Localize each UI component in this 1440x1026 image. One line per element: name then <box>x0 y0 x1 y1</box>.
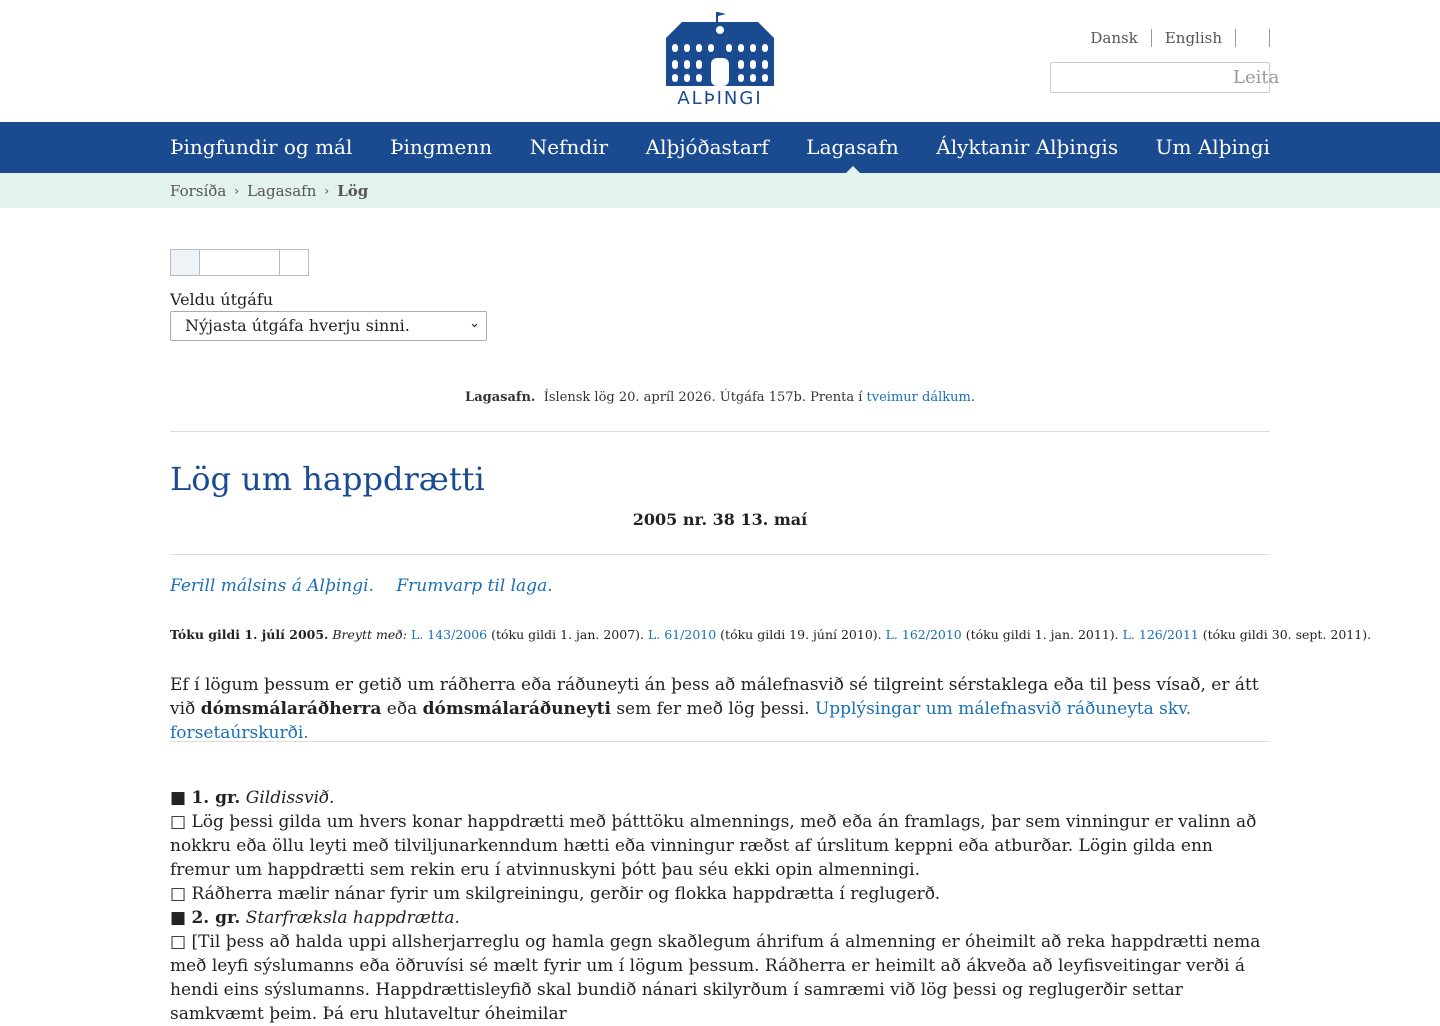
article-paragraph <box>170 882 1270 906</box>
search-placeholder: Leita <box>1233 67 1280 88</box>
notice-text: Ef í lögum þessum er getið um ráðherra eða ráðuneyti án þess að málefnasvið sé tilgreint sérstaklega eða til þess vísað, er átt við <box>170 675 1259 719</box>
notice-bold: dómsmálaráðuneyti <box>422 699 611 719</box>
article-heading <box>170 786 1270 810</box>
law-links <box>170 576 570 596</box>
chevron-right-icon: › <box>324 183 330 198</box>
nav-item-lagasafn[interactable]: Lagasafn <box>806 134 899 159</box>
lang-english-link[interactable]: English <box>1152 29 1236 47</box>
svg-text:ALÞINGI: ALÞINGI <box>677 88 763 109</box>
breadcrumb-home-link[interactable]: Forsíða <box>170 181 227 200</box>
amend-intro: Tóku gildi 1. júlí 2005. <box>170 627 329 642</box>
main-nav <box>0 122 1440 173</box>
paragraph-marker: □ <box>170 932 187 952</box>
amend-note: (tóku gildi 1. jan. 2007). <box>491 627 645 642</box>
article-marker: ■ <box>170 908 187 928</box>
breadcrumb-lagasafn-link[interactable]: Lagasafn <box>247 181 317 200</box>
edition-prefix: Lagasafn. <box>465 390 536 405</box>
amend-note: (tóku gildi 30. sept. 2011). <box>1202 627 1372 642</box>
article-paragraph <box>170 810 1270 882</box>
version-label: Veldu útgáfu <box>170 290 274 309</box>
version-select[interactable] <box>170 311 487 341</box>
view-toggle-2[interactable] <box>200 250 280 275</box>
print-two-columns-link[interactable]: tveimur dálkum <box>866 390 971 405</box>
breadcrumb-current: Lög <box>337 181 369 200</box>
law-body <box>170 786 1270 1026</box>
lang-danish-link[interactable]: Dansk <box>1090 29 1151 47</box>
chevron-down-icon: ⌄ <box>469 316 480 331</box>
amend-link[interactable]: L. 162/2010 <box>885 627 962 642</box>
amend-link[interactable]: L. 126/2011 <box>1122 627 1199 642</box>
paragraph-text: Ráðherra mælir nánar fyrir um skilgreiningu, gerðir og flokka happdrætta í reglugerð. <box>191 884 941 904</box>
site-header <box>0 0 1440 122</box>
language-links <box>1090 29 1270 47</box>
ministry-info-link[interactable]: Upplýsingar um málefnasvið ráðuneyta skv. forsetaúrskurði. <box>170 699 1192 743</box>
edition-text: Íslensk lög 20. apríl 2026. Útgáfa 157b. Prenta í <box>543 390 863 405</box>
breadcrumb <box>0 173 1440 208</box>
article-number: 1. gr. <box>191 788 241 808</box>
notice-text: eða <box>386 699 418 719</box>
article-heading <box>170 906 1270 930</box>
notice-text: sem fer með lög þessi. <box>616 699 810 719</box>
page-title: Lög um happdrætti <box>170 460 485 498</box>
notice-bold: dómsmálaráðherra <box>200 699 382 719</box>
nav-item-um-althingi[interactable]: Um Alþingi <box>1155 134 1270 159</box>
paragraph-marker: □ <box>170 884 187 904</box>
amend-link[interactable]: L. 61/2010 <box>648 627 717 642</box>
edition-info <box>170 390 1270 405</box>
lang-spacer <box>1236 29 1270 47</box>
search-input[interactable] <box>1050 62 1280 93</box>
view-toggle-1[interactable] <box>171 250 200 275</box>
paragraph-text: Lög þessi gilda um hvers konar happdrætti með þátttöku almennings, með eða án framlags, þar sem vinningur er valinn að nokkru eða öllu leyti með tilviljunarkenndum hætti eða vinningur ræðst af úrslitum keppni eða atburðar. Lögin gilda enn fremur um happdrætti sem rekin eru í atvinnuskyni þótt þau séu ekki opin almenningi. <box>170 812 1257 880</box>
paragraph-marker: □ <box>170 812 187 832</box>
nav-item-thingfundir[interactable]: Þingfundir og mál <box>170 134 353 159</box>
amendments <box>170 627 1371 642</box>
paragraph-text: [Til þess að halda uppi allsherjarreglu og hamla gegn skaðlegum áhrifum á almenning er óheimilt að reka happdrætti nema með leyfi sýslumanns eða öðruvísi sé mælt fyrir um í lögum þessum. Ráðherra er heimilt að ákveða að leyfisveitingar verði á hendi eins sýslumanns. Happdrættisleyfið skal bundið nánari skilyrðum í samræmi við lög þessi og reglugerðir settar samkvæmt þeim. Þá eru hlutaveltur óheimilar <box>170 932 1261 1024</box>
ministry-notice <box>170 673 1270 745</box>
article-number: 2. gr. <box>191 908 241 928</box>
view-toggle-3[interactable] <box>280 250 308 275</box>
chevron-right-icon: › <box>234 183 240 198</box>
amend-note: (tóku gildi 1. jan. 2011). <box>965 627 1119 642</box>
version-select-value: Nýjasta útgáfa hverju sinni. <box>185 316 410 335</box>
view-toggle-group <box>170 249 309 276</box>
edition-suffix: . <box>970 390 975 405</box>
nav-item-thingmenn[interactable]: Þingmenn <box>389 134 493 159</box>
divider <box>170 431 1270 432</box>
nav-item-nefndir[interactable]: Nefndir <box>529 134 609 159</box>
divider <box>170 554 1270 555</box>
article-title: Starfræksla happdrætta. <box>245 908 460 928</box>
article-marker: ■ <box>170 788 187 808</box>
law-subtitle: 2005 nr. 38 13. maí <box>632 510 808 529</box>
ferill-malsins-link[interactable]: Ferill málsins á Alþingi. <box>170 576 374 596</box>
amend-label: Breytt með: <box>332 627 408 642</box>
frumvarp-link[interactable]: Frumvarp til laga. <box>396 576 553 596</box>
althingi-logo[interactable] <box>662 10 778 109</box>
article-title: Gildissvið. <box>245 788 335 808</box>
article-paragraph <box>170 930 1270 1026</box>
nav-item-althjodastarf[interactable]: Alþjóðastarf <box>645 134 769 159</box>
nav-item-alyktanir[interactable]: Ályktanir Alþingis <box>936 134 1119 159</box>
divider <box>170 741 1270 742</box>
amend-link[interactable]: L. 143/2006 <box>411 627 488 642</box>
amend-note: (tóku gildi 19. júní 2010). <box>720 627 882 642</box>
